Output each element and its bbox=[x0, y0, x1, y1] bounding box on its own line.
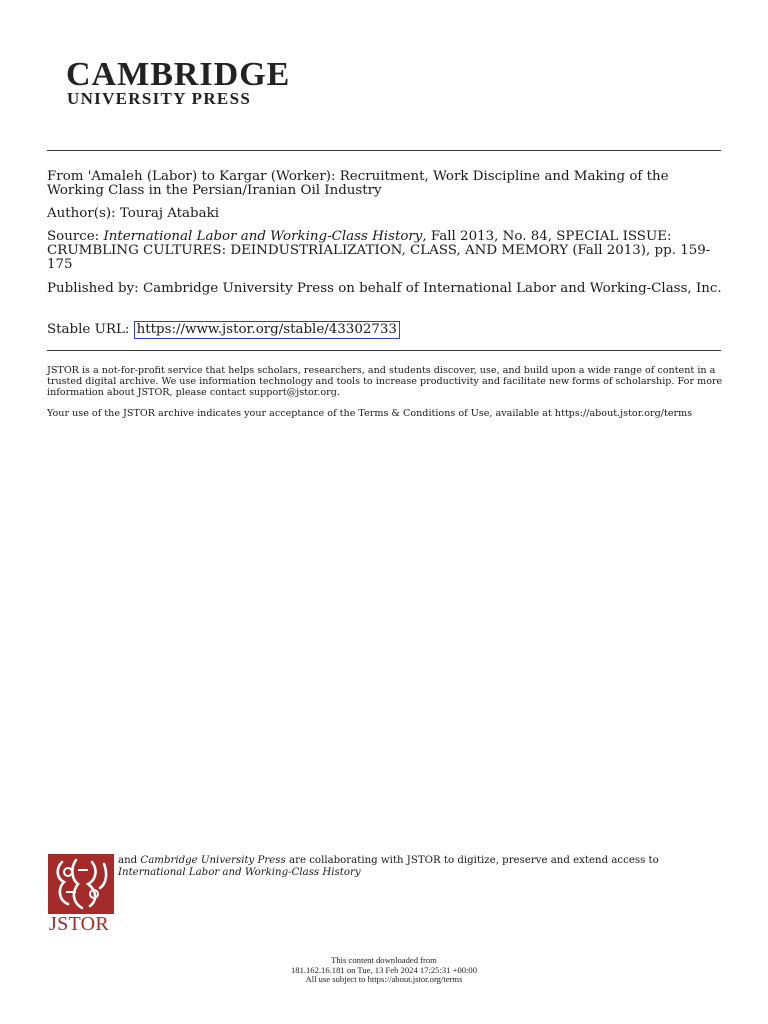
top-divider bbox=[47, 150, 721, 151]
jstor-wordmark: JSTOR bbox=[49, 913, 110, 935]
article-title: From 'Amaleh (Labor) to Kargar (Worker): Recruitment, Work Discipline and Making of the Working Class in the Persian/Iranian Oil Industry bbox=[47, 169, 669, 198]
published-by: Cambridge University Press on behalf of International Labor and Working-Class, Inc. bbox=[142, 281, 722, 296]
jstor-seal-icon bbox=[48, 854, 114, 914]
download-footer bbox=[0, 956, 768, 985]
collab-journal: International Labor and Working-Class History bbox=[118, 867, 361, 878]
published-line bbox=[47, 282, 727, 296]
middle-divider bbox=[47, 350, 721, 351]
collaboration-statement bbox=[118, 855, 718, 879]
stable-url-label: Stable URL: bbox=[47, 322, 130, 337]
collab-middle: are collaborating with JSTOR to digitize, preserve and extend access to bbox=[289, 855, 659, 866]
footer-line2: 181.162.16.181 on Tue, 13 Feb 2024 17:25:31 +00:00 bbox=[290, 964, 478, 975]
collab-prefix: and bbox=[118, 855, 138, 866]
footer-line1: This content downloaded from bbox=[331, 955, 437, 965]
published-label: Published by: bbox=[47, 281, 139, 296]
footer-line3: All use subject to https://about.jstor.org/terms bbox=[305, 974, 463, 985]
terms-notice: Your use of the JSTOR archive indicates your acceptance of the Terms & Conditions of Use, available at https://about.jstor.org/terms bbox=[47, 408, 693, 419]
source-details: , Fall 2013, No. 84, SPECIAL ISSUE: CRUMBLING CULTURES: DEINDUSTRIALIZATION, CLASS, AND MEMORY (Fall 2013), pp. 159-175 bbox=[47, 229, 711, 272]
source-journal: International Labor and Working-Class History bbox=[103, 229, 423, 244]
publisher-logo-line1: CAMBRIDGE bbox=[66, 56, 291, 93]
collab-publisher: Cambridge University Press bbox=[140, 855, 286, 866]
author-line bbox=[47, 207, 727, 221]
stable-url-link[interactable]: https://www.jstor.org/stable/43302733 bbox=[134, 321, 400, 339]
source-label: Source: bbox=[47, 229, 100, 244]
author-label: Author(s): bbox=[47, 206, 116, 221]
publisher-logo-line2: UNIVERSITY PRESS bbox=[67, 89, 252, 108]
author-name: Touraj Atabaki bbox=[119, 206, 219, 221]
jstor-notice: JSTOR is a not-for-profit service that helps scholars, researchers, and students discover, use, and build upon a wide range of content in a trusted digital archive. We use information technology and tools to increase productivity and facilitate new forms of scholarship. For more information about JSTOR, please contact support@jstor.org. bbox=[47, 365, 723, 398]
source-line bbox=[47, 230, 727, 272]
stable-url-line bbox=[47, 321, 727, 339]
